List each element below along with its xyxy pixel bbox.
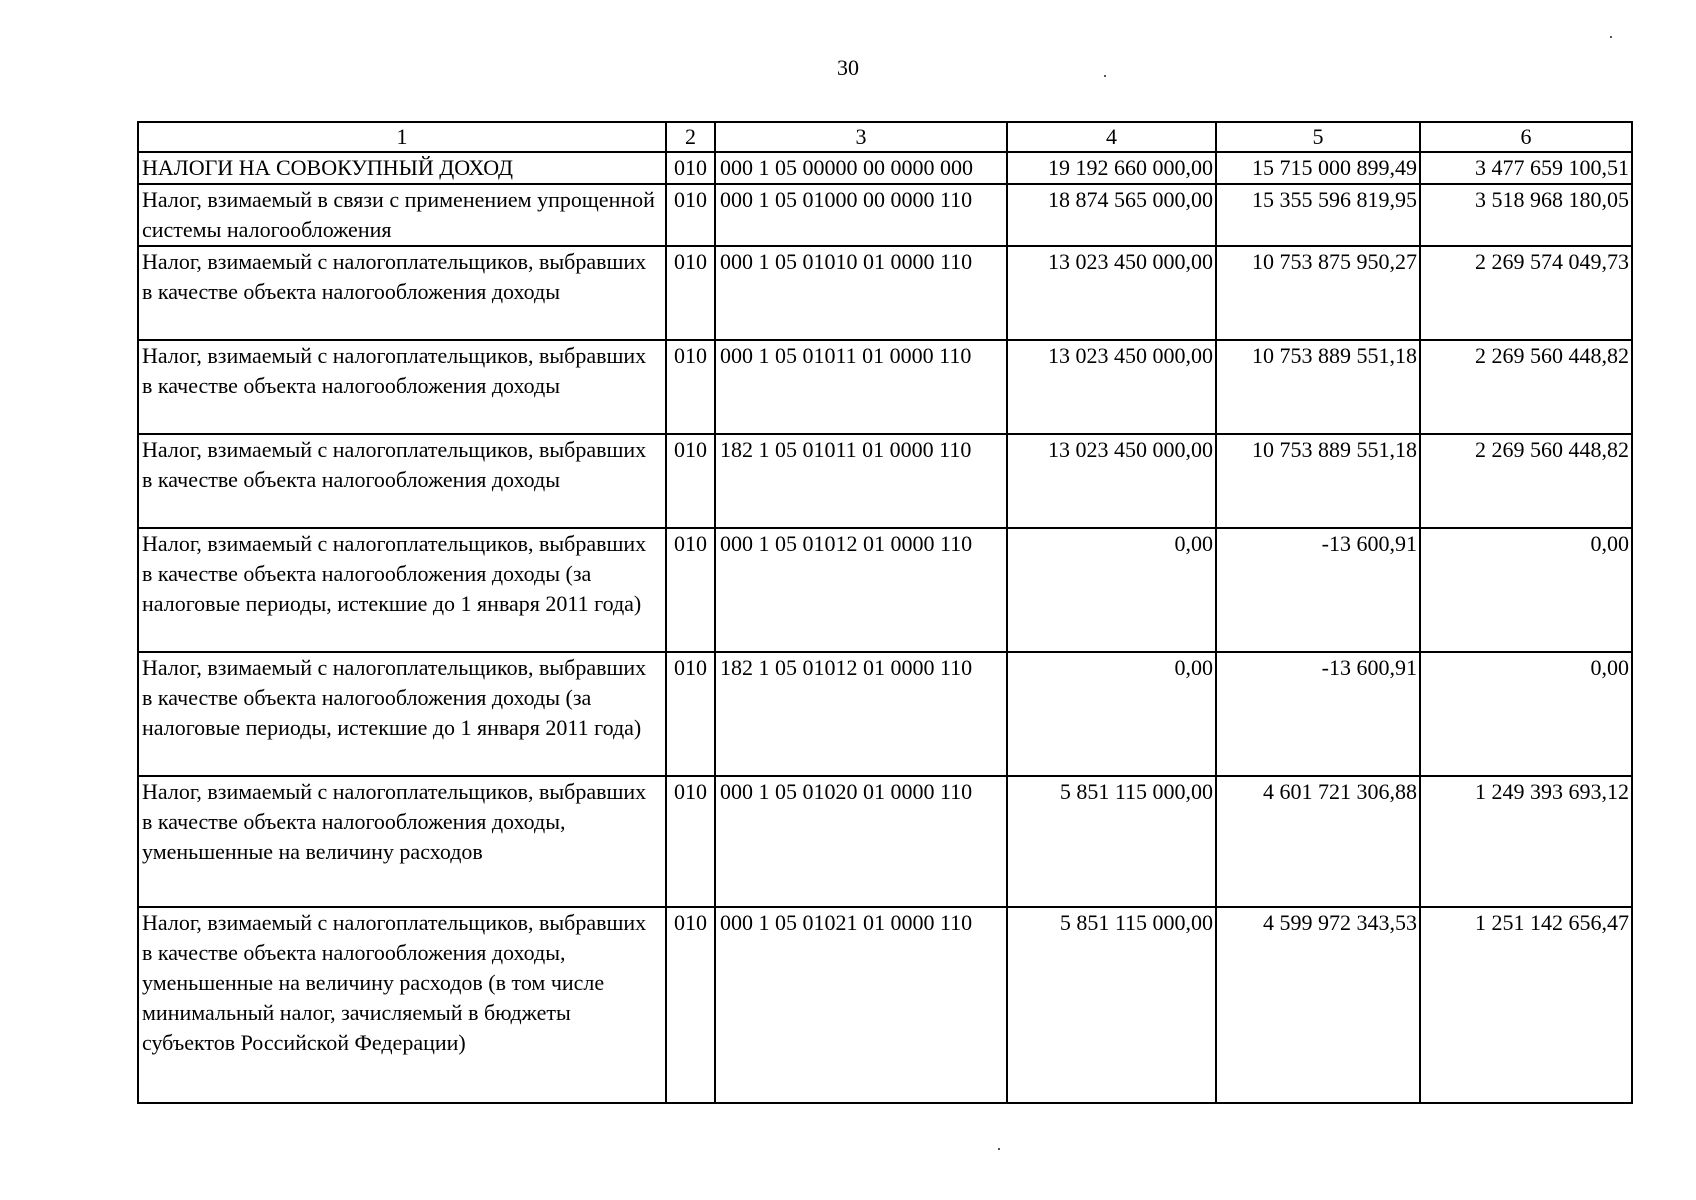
scan-speck [1610,36,1612,38]
row-budget-code: 000 1 05 01012 01 0000 110 [715,528,1007,652]
column-number: 3 [715,122,1007,152]
row-line-code: 010 [666,340,715,434]
row-executed: 15 355 596 819,95 [1216,184,1420,246]
row-budget-code: 000 1 05 01000 00 0000 110 [715,184,1007,246]
row-name: Налог, взимаемый с налогоплательщиков, выбравших в качестве объекта налогообложения доходы [138,246,666,340]
row-executed: 10 753 889 551,18 [1216,434,1420,528]
row-planned: 0,00 [1007,528,1216,652]
row-name: Налог, взимаемый с налогоплательщиков, выбравших в качестве объекта налогообложения доходы [138,434,666,528]
row-unexecuted: 2 269 574 049,73 [1420,246,1632,340]
row-unexecuted: 2 269 560 448,82 [1420,434,1632,528]
table-row [138,776,1632,907]
row-budget-code: 000 1 05 01020 01 0000 110 [715,776,1007,907]
row-planned: 5 851 115 000,00 [1007,907,1216,1103]
row-budget-code: 000 1 05 00000 00 0000 000 [715,152,1007,184]
row-planned: 5 851 115 000,00 [1007,776,1216,907]
row-unexecuted: 0,00 [1420,528,1632,652]
scan-speck [998,1148,1000,1150]
row-executed: -13 600,91 [1216,528,1420,652]
column-number: 4 [1007,122,1216,152]
row-executed: 10 753 889 551,18 [1216,340,1420,434]
page-number: 30 [837,55,859,80]
row-line-code: 010 [666,246,715,340]
row-unexecuted: 3 518 968 180,05 [1420,184,1632,246]
row-budget-code: 000 1 05 01011 01 0000 110 [715,340,1007,434]
row-line-code: 010 [666,776,715,907]
row-budget-code: 182 1 05 01012 01 0000 110 [715,652,1007,776]
row-executed: 4 601 721 306,88 [1216,776,1420,907]
row-budget-code: 000 1 05 01021 01 0000 110 [715,907,1007,1103]
row-planned: 13 023 450 000,00 [1007,246,1216,340]
table-row [138,340,1632,434]
column-number-row [138,122,1632,152]
row-unexecuted: 1 249 393 693,12 [1420,776,1632,907]
row-executed: 4 599 972 343,53 [1216,907,1420,1103]
row-unexecuted: 0,00 [1420,652,1632,776]
row-budget-code: 000 1 05 01010 01 0000 110 [715,246,1007,340]
column-number: 5 [1216,122,1420,152]
table-row [138,184,1632,246]
row-line-code: 010 [666,152,715,184]
column-number: 1 [138,122,666,152]
row-planned: 0,00 [1007,652,1216,776]
table-row [138,907,1632,1103]
row-line-code: 010 [666,434,715,528]
row-executed: 10 753 875 950,27 [1216,246,1420,340]
row-line-code: 010 [666,184,715,246]
row-line-code: 010 [666,528,715,652]
budget-table [137,121,1633,1104]
row-name: Налог, взимаемый с налогоплательщиков, выбравших в качестве объекта налогообложения доходы, уменьшенные на величину расходов [138,776,666,907]
row-name: Налог, взимаемый с налогоплательщиков, выбравших в качестве объекта налогообложения доходы [138,340,666,434]
row-name: Налог, взимаемый с налогоплательщиков, выбравших в качестве объекта налогообложения доходы (за налоговые периоды, истекшие до 1 января 2011 года) [138,652,666,776]
table-row [138,246,1632,340]
scan-speck [1104,75,1106,77]
row-name: Налог, взимаемый с налогоплательщиков, выбравших в качестве объекта налогообложения доходы (за налоговые периоды, истекшие до 1 января 2011 года) [138,528,666,652]
row-line-code: 010 [666,652,715,776]
column-number: 6 [1420,122,1632,152]
row-planned: 19 192 660 000,00 [1007,152,1216,184]
table-row [138,152,1632,184]
column-number: 2 [666,122,715,152]
table-row [138,652,1632,776]
row-budget-code: 182 1 05 01011 01 0000 110 [715,434,1007,528]
row-name: Налог, взимаемый в связи с применением упрощенной системы налогообложения [138,184,666,246]
row-unexecuted: 1 251 142 656,47 [1420,907,1632,1103]
row-unexecuted: 3 477 659 100,51 [1420,152,1632,184]
row-unexecuted: 2 269 560 448,82 [1420,340,1632,434]
row-name: НАЛОГИ НА СОВОКУПНЫЙ ДОХОД [138,152,666,184]
row-planned: 18 874 565 000,00 [1007,184,1216,246]
table-row [138,434,1632,528]
row-executed: -13 600,91 [1216,652,1420,776]
row-name: Налог, взимаемый с налогоплательщиков, выбравших в качестве объекта налогообложения доходы, уменьшенные на величину расходов (в том числе минимальный налог, зачисляемый в бюджеты субъектов Российской Федерации) [138,907,666,1103]
row-executed: 15 715 000 899,49 [1216,152,1420,184]
row-line-code: 010 [666,907,715,1103]
table-row [138,528,1632,652]
row-planned: 13 023 450 000,00 [1007,434,1216,528]
row-planned: 13 023 450 000,00 [1007,340,1216,434]
